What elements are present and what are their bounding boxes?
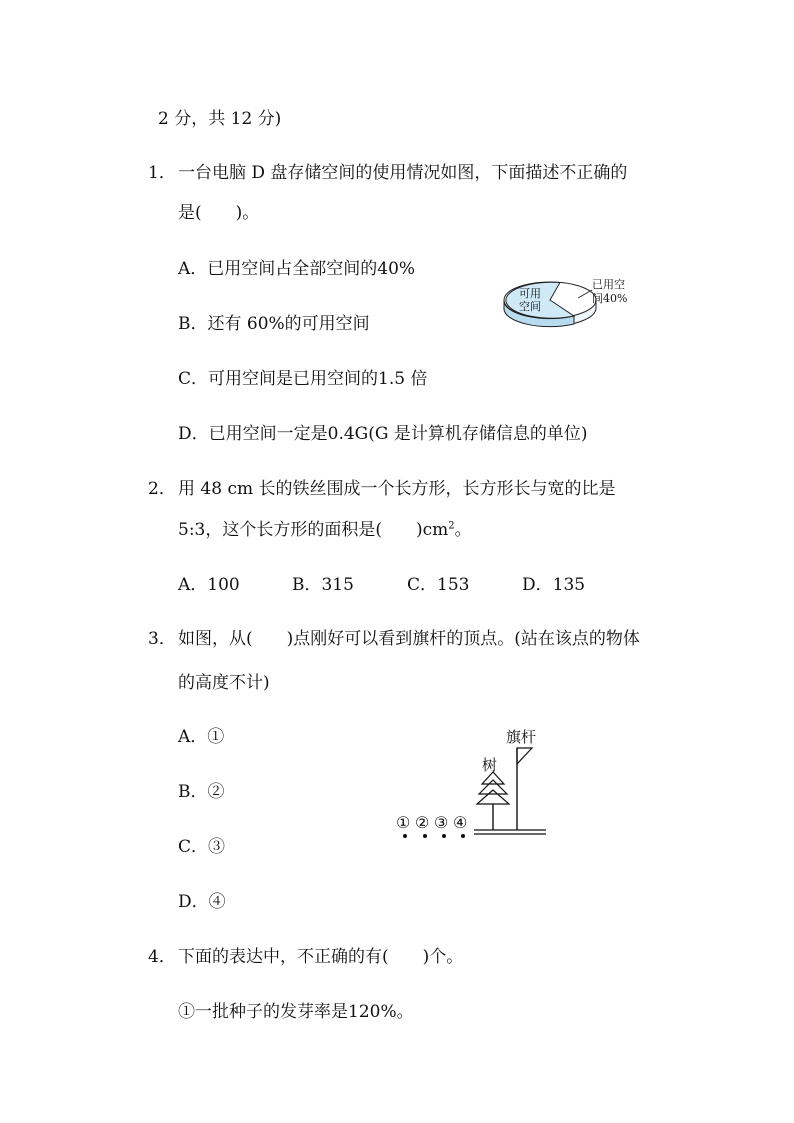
q4-stem-line1: 下面的表达中，不正确的有( )个。	[178, 947, 464, 967]
point-3-label: ③	[434, 813, 449, 832]
flagpole-figure	[392, 724, 552, 844]
q1-option-d: D．已用空间一定是0.4G(G 是计算机存储信息的单位)	[178, 424, 588, 444]
q3-number: 3．	[148, 629, 176, 649]
q3-option-d: D．④	[178, 892, 226, 912]
point-4-label: ④	[453, 813, 468, 832]
q3-stem-line1: 如图，从( )点刚好可以看到旗杆的顶点。(站在该点的物体	[178, 629, 640, 649]
q4-statement-1: ①一批种子的发芽率是120%。	[178, 1002, 414, 1022]
q2-stem-line2-end: 。	[454, 520, 472, 540]
q2-number: 2．	[148, 479, 176, 499]
section-header: 2 分，共 12 分)	[158, 109, 282, 129]
tree-icon	[477, 772, 509, 804]
q2-option-d: D．135	[522, 575, 586, 595]
flagpole-label: 旗杆	[506, 728, 537, 746]
point-1-dot	[403, 834, 407, 838]
q2-option-c: C．153	[407, 575, 470, 595]
point-2-dot	[423, 834, 427, 838]
pie-used-label-1: 已用空	[592, 278, 625, 291]
point-1-label: ①	[396, 813, 411, 832]
point-3-dot	[442, 834, 446, 838]
flag-icon	[517, 748, 532, 764]
q4-number: 4．	[148, 947, 176, 967]
pie-available-label-1: 可用	[519, 287, 541, 300]
q1-option-b: B．还有 60%的可用空间	[178, 314, 370, 334]
q2-option-a: A．100	[178, 575, 240, 595]
q3-option-b: B．②	[178, 782, 225, 802]
q3-option-c: C．③	[178, 837, 226, 857]
q2-stem-superscript: 2	[448, 520, 455, 532]
q2-stem-line2	[178, 519, 472, 541]
q1-option-a: A．已用空间占全部空间的40%	[178, 259, 416, 279]
q1-stem-line2: 是( )。	[178, 203, 260, 223]
pie-available-label-2: 空间	[519, 300, 541, 313]
point-4-dot	[461, 834, 465, 838]
pie-used-label-2: 间40%	[592, 292, 628, 305]
q2-stem-line1: 用 48 cm 长的铁丝围成一个长方形，长方形长与宽的比是	[178, 479, 616, 499]
q1-option-c: C．可用空间是已用空间的1.5 倍	[178, 369, 428, 389]
q3-option-a: A．①	[178, 727, 225, 747]
q3-stem-line2: 的高度不计)	[178, 673, 270, 693]
tree-label: 树	[482, 756, 498, 774]
point-2-label: ②	[415, 813, 430, 832]
q1-number: 1．	[148, 163, 176, 183]
disk-usage-pie-figure	[498, 272, 648, 334]
q1-stem-line1: 一台电脑 D 盘存储空间的使用情况如图，下面描述不正确的	[178, 163, 628, 183]
q2-stem-line2-text: 5:3，这个长方形的面积是( )cm	[178, 520, 449, 540]
q2-option-b: B．315	[292, 575, 354, 595]
